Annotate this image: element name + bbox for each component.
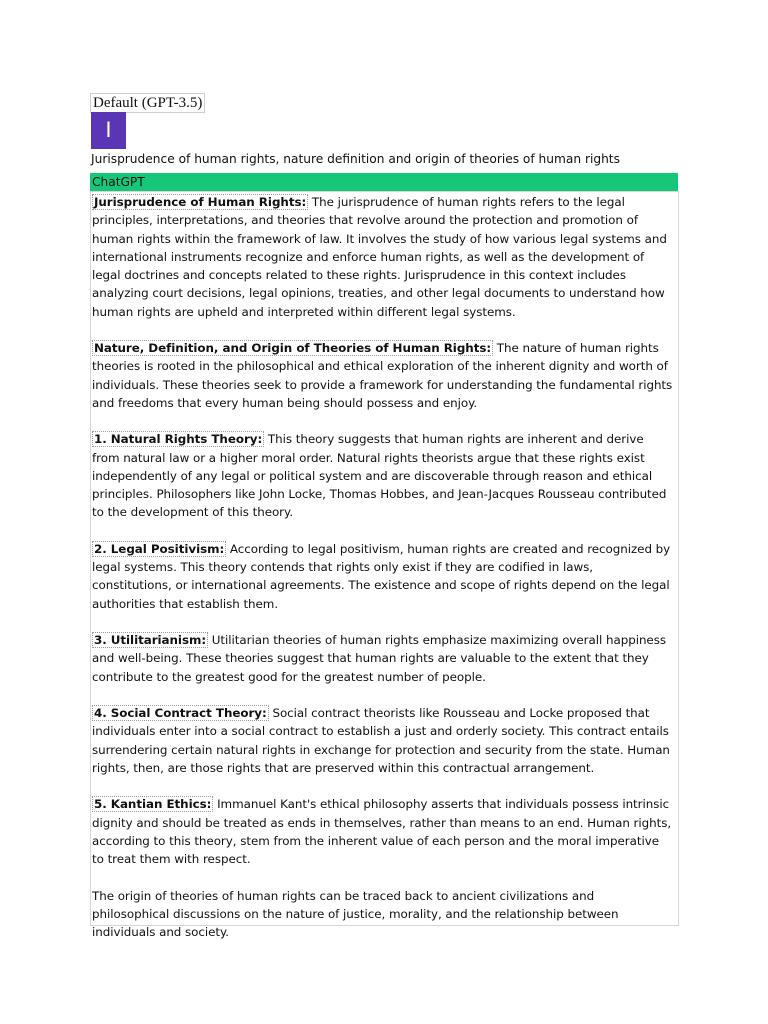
paragraph-body: According to legal positivism, human rights are created and recognized by legal systems. This theory contends that rights only exist if they are codified in laws, constitutions, or international agreements. The existence and scope of rights depend on the legal authorities that establish them. xyxy=(92,541,671,611)
response-paragraph xyxy=(92,795,674,868)
assistant-response xyxy=(90,191,679,939)
paragraph-heading: Jurisprudence of Human Rights: xyxy=(94,195,307,209)
paragraph-body: The origin of theories of human rights can be traced back to ancient civilizations and philosophical discussions on the nature of justice, morality, and the relationship between individuals and society. xyxy=(92,888,619,939)
user-prompt: Jurisprudence of human rights, nature definition and origin of theories of human rights xyxy=(91,152,620,166)
user-avatar: I xyxy=(91,112,126,149)
response-paragraph xyxy=(92,631,674,686)
paragraph-body: Immanuel Kant's ethical philosophy asserts that individuals possess intrinsic dignity and should be treated as ends in themselves, rather than means to an end. Human rights, according to this theory, stem from the inherent value of each person and the moral imperative to treat them with respect. xyxy=(92,797,672,866)
model-label: Default (GPT-3.5) xyxy=(90,93,205,113)
response-paragraph xyxy=(92,193,674,321)
paragraph-body: This theory suggests that human rights are inherent and derive from natural law or a higher moral order. Natural rights theorists argue that these rights exist independently of any legal or political system and are discoverable through reason and ethical principles. Philosophers like John Locke, Thomas Hobbes, and Jean-Jacques Rousseau contributed to the development of this theory. xyxy=(92,432,667,520)
response-paragraph xyxy=(92,339,674,412)
assistant-label-bar xyxy=(90,173,678,191)
response-paragraph xyxy=(92,887,674,942)
response-paragraph xyxy=(92,430,674,521)
paragraph-body: The jurisprudence of human rights refers to the legal principles, interpretations, and theories that revolve around the protection and promotion of human rights within the framework of law. It involves the study of how various legal systems and international instruments recognize and enforce human rights, as well as the development of legal doctrines and concepts related to these rights. Jurisprudence in this context includes analyzing court decisions, legal opinions, treaties, and other legal documents to understand how human rights are upheld and interpreted within different legal systems. xyxy=(92,195,667,319)
paragraph-heading: 2. Legal Positivism: xyxy=(94,541,225,556)
paragraph-heading: 4. Social Contract Theory: xyxy=(94,706,267,720)
response-paragraph xyxy=(92,704,674,777)
paragraph-heading: 5. Kantian Ethics: xyxy=(94,797,212,812)
assistant-label: ChatGPT xyxy=(92,175,145,189)
paragraph-body: The nature of human rights theories is rooted in the philosophical and ethical exploration of the inherent dignity and worth of individuals. These theories seek to provide a framework for understanding the fundamental rights and freedoms that every human being should possess and enjoy. xyxy=(92,341,673,410)
paragraph-body: Utilitarian theories of human rights emphasize maximizing overall happiness and well-being. These theories suggest that human rights are valuable to the extent that they contribute to the greatest good for the greatest number of people. xyxy=(92,633,666,684)
paragraph-heading: 3. Utilitarianism: xyxy=(94,633,207,647)
paragraph-heading: Nature, Definition, and Origin of Theories of Human Rights: xyxy=(94,341,492,355)
paragraph-body: Social contract theorists like Rousseau and Locke proposed that individuals enter into a social contract to establish a just and orderly society. This contract entails surrendering certain natural rights in exchange for protection and security from the state. Human rights, then, are those rights that are preserved within this contractual arrangement. xyxy=(92,706,670,775)
response-paragraph xyxy=(92,540,674,613)
paragraph-heading: 1. Natural Rights Theory: xyxy=(94,432,263,447)
